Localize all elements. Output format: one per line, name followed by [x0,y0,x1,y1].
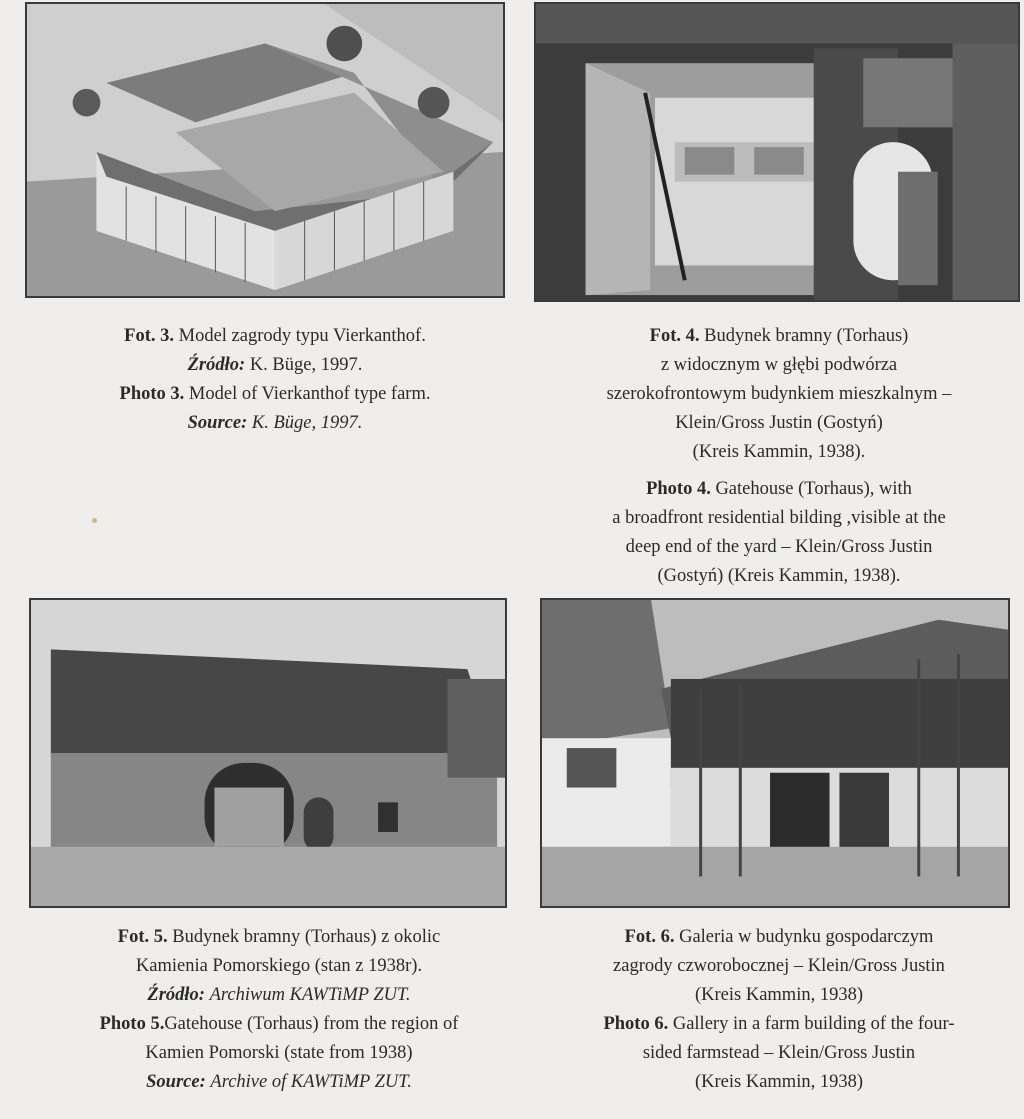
photo-4-gatehouse [534,2,1020,302]
caption-label: Photo 5. [99,1014,165,1034]
source-text: K. Büge, 1997. [251,413,363,433]
caption-text: Gallery in a farm building of the four- [672,1014,955,1034]
caption-label: Fot. 5. [117,927,168,947]
source-label: Źródło: [147,985,205,1005]
caption-text: Gatehouse (Torhaus) from the region of [164,1014,459,1034]
photo-6-gallery [540,598,1010,908]
caption-text: Galeria w budynku gospodarczym [679,927,934,947]
caption-text: Kamien Pomorski (state from 1938) [145,1043,413,1063]
caption-text: Budynek bramny (Torhaus) z okolic [172,927,441,947]
caption-text: sided farmstead – Klein/Gross Justin [642,1043,916,1063]
caption-text: z widocznym w głębi podwórza [660,355,898,375]
caption-text: Kamienia Pomorskiego (stan z 1938r). [135,956,423,976]
source-text: Archive of KAWTiMP ZUT. [210,1072,412,1092]
caption-label: Fot. 4. [649,326,700,346]
source-label: Źródło: [187,355,246,375]
caption-photo-3 [25,322,525,438]
caption-text: szerokofrontowym budynkiem mieszkalnym – [606,384,952,404]
caption-label: Photo 6. [603,1014,669,1034]
caption-photo-4 [534,322,1024,591]
caption-text: a broadfront residential bilding ,visible at the [612,508,946,528]
source-text: K. Büge, 1997. [249,355,363,375]
caption-text: (Kreis Kammin, 1938). [692,442,866,462]
caption-text: Gatehouse (Torhaus), with [715,479,912,499]
caption-text: (Gostyń) (Kreis Kammin, 1938). [657,566,901,586]
caption-text: Budynek bramny (Torhaus) [704,326,909,346]
caption-label: Fot. 6. [624,927,675,947]
source-label: Source: [146,1072,206,1092]
caption-text: (Kreis Kammin, 1938) [694,1072,863,1092]
caption-photo-5 [29,923,529,1097]
caption-label: Photo 3. [119,384,185,404]
caption-text: Model of Vierkanthof type farm. [188,384,431,404]
paper-speck [92,518,97,523]
photo-3-farm-model [25,2,505,298]
caption-text: Klein/Gross Justin (Gostyń) [675,413,883,433]
caption-label: Photo 4. [646,479,711,499]
caption-text: (Kreis Kammin, 1938) [694,985,863,1005]
source-label: Source: [187,413,248,433]
caption-text: Model zagrody typu Vierkanthof. [178,326,426,346]
caption-label: Fot. 3. [124,326,174,346]
caption-text: zagrody czworobocznej – Klein/Gross Justin [613,956,945,976]
caption-text: deep end of the yard – Klein/Gross Justin [625,537,933,557]
caption-photo-6 [534,923,1024,1097]
photo-5-gatehouse [29,598,507,908]
source-text: Archiwum KAWTiMP ZUT. [209,985,411,1005]
